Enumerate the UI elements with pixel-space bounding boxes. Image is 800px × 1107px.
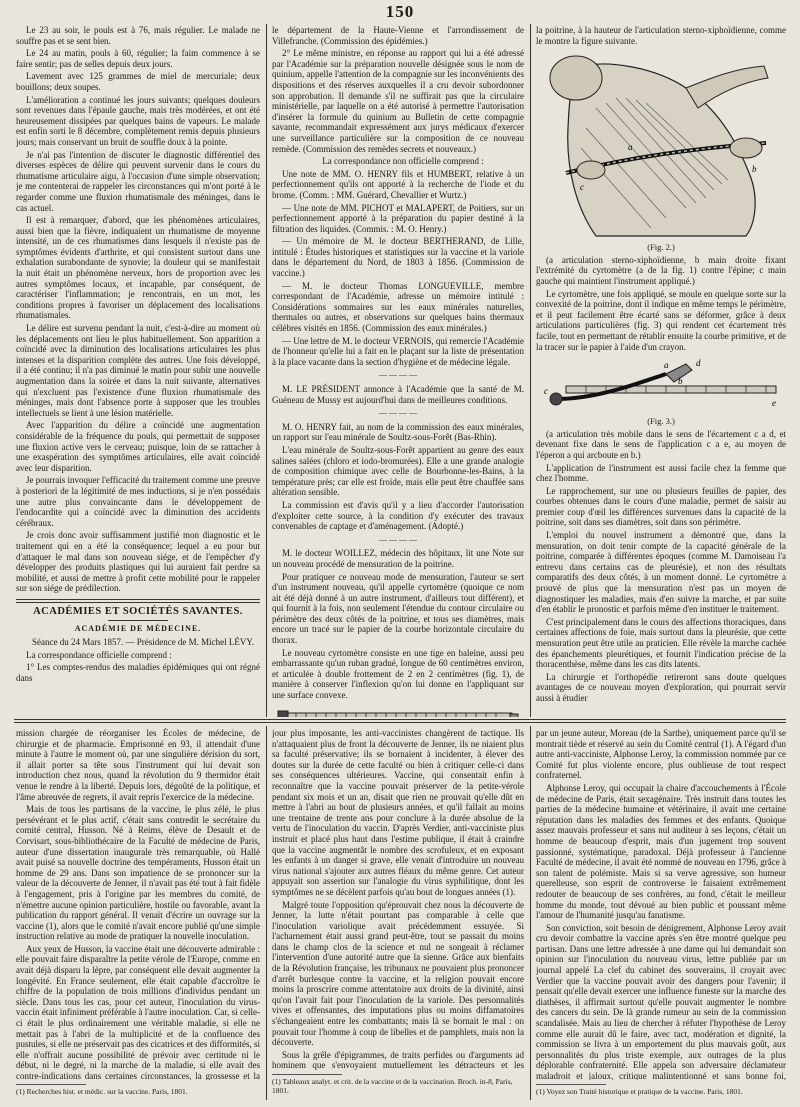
figure-2-caption: (Fig. 2.) <box>647 242 675 253</box>
cyrtometer-rod-illustration <box>272 704 524 717</box>
paragraph: Avec l'apparition du délire a coïncidé une augmentation considérable de la fréquence du pouls, qui permettait de supposer une fluxion active vers le cerveau; puisque, loin de se rattacher à une exaspération des symptômes articulaires, elle avait coïncidé avec leur disparition. <box>16 420 260 473</box>
paragraph: Le délire est survenu pendant la nuit, c'est-à-dire au moment où les déplacements ont lieu le plus habituellement. Son apparition a coïncidé avec la diminution des localisations articulaires les plus intenses et la disparition complète des autres. Une fois développé, il a été continu; il n'a pas diminué le matin pour subir une nouvelle augmentation dans la soirée et dans la nuit suivante, alternatives qui n'excluent pas l'existence d'une fluxion rhumatismale des méninges, mais dont l'absence porte à supposer que les troubles intellectuels se lient à une lésion matérielle. <box>16 323 260 418</box>
torso-illustration <box>536 48 786 240</box>
paragraph: La chirurgie et l'orthopédie retireront sans doute quelques avantages de ce nouveau moyen d'exploration, qui pourrait servir aussi à étudier <box>536 671 786 703</box>
paragraph: Une note de MM. O. HENRY fils et HUMBERT, relative à un perfectionnement qu'ils ont apporté à la recherche de l'iode et du brome. (Comm. : MM. Guérard, Chevallier et Wurtz.) <box>272 168 524 200</box>
paragraph: Le 24 au matin, pouls à 60, régulier; la faim commence à se faire sentir; pas de selles depuis deux jours. <box>16 48 260 69</box>
paragraph: Le nouveau cyrtomètre consiste en une tige en baleine, aussi peu embarrassante qu'un ruban gradué, longue de 60 centimètres environ, et articulée à double frottement de 2 en 2 centimètres (fig. 1), de manière à conserver l'inflexion qu'on lui donne en l'appliquant sur une surface convexe. <box>272 647 524 701</box>
separator: — — — — <box>379 534 417 544</box>
separator: — — — — <box>379 408 417 418</box>
paragraph: Mais de tous les partisans de la vaccine, le plus zélé, le plus persévérant et le plus actif, c'était sans contredit le secrétaire du comité central, Husson. Né à Reims, élève de Desault et de Corvisart, sous-bibliothécaire de la Faculté de médecine de Paris, auteur d'une dissertation inaugurale très remarquable, où Hallé avait puisé sa nouvelle doctrine des tempéraments, Husson était un homme de 29 ans. Dans son impatience de se prononcer sur la valeur de la découverte de Jenner, il n'avait pas été tout à fait fidèle à l'engagement, pris à l'origine par les membres du comité, de n'émettre aucune opinion particulière, hostile ou favorable, avant la publication du rapport général. Il venait d'écrire un ouvrage sur la vaccine (1), alors que le comité n'avait encore publié qu'une simple instruction relative au mode de pratiquer la nouvelle inoculation. <box>16 804 260 942</box>
paragraph: M. O. HENRY fait, au nom de la commission des eaux minérales, un rapport sur l'eau minérale de Soultz-sous-Forêt (Bas-Rhin). <box>272 421 524 443</box>
paragraph: (a articulation très mobile dans le sens de l'écartement c a d, et devenant fixe dans le sens de l'application c a e, au moyen de l'éperon a qui arcboute en b.) <box>536 428 786 460</box>
paragraph: le département de la Haute-Vienne et l'arrondissement de Villefranche. (Commission des épidémies.) <box>272 25 524 46</box>
column-rule <box>266 24 267 717</box>
column-rule <box>266 726 267 1100</box>
paragraph: La correspondance non officielle comprend : <box>322 156 484 167</box>
paragraph: L'application de l'instrument est aussi facile chez la femme que chez l'homme. <box>536 462 786 484</box>
label-c: c <box>580 182 584 193</box>
paragraph: Lavement avec 125 grammes de miel de mercuriale; deux bouillons; deux soupes. <box>16 71 260 92</box>
paragraph: Aux yeux de Husson, la vaccine était une découverte admirable : elle pouvait faire disparaître la petite vérole de l'Europe, comme en avait déjà disparu la lèpre, par conséquent elle devait augmenter la longévité. En France seulement, elle était capable d'accroître le chiffre de la population de trois millions d'individus pendant un siècle. Dans tous les cas, pour cet auteur, l'inoculation du virus-vaccin était infiniment préférable à l'autre inoculation. Car, si celle-ci était le plus ordinairement une véritable maladie, si elle ne mettait pas à l'abri de la multiplicité et de la confluence des pustules, si elle ne préservait pas des cicatrices et des difformités, si elle n'offrait aucune possibilité de prévoir avec certitude ni le début, ni le degré, ni la marche de la maladie, si elle avait des contre-indications dans certaines circonstances, la grossesse et la <box>16 943 260 1080</box>
feuilleton-column-3 <box>536 728 786 1080</box>
figure-2 <box>536 48 786 253</box>
label-a: a <box>664 360 669 371</box>
label-b: b <box>752 164 757 175</box>
paragraph: mission chargée de réorganiser les Écoles de médecine, de chirurgie et de pharmacie. Emprisonné en 93, il attendait d'une minute à l'autre le moment où, par une singulière dérision du sort, il allait porter sa tête sous l'instrument qui lui devait son introduction chez nous, quand la révolution du 9 thermidor était venue le rendre à la liberté. Depuis lors, dégoûté de la politique, et l'âme abreuvée de regrets, il avait repris l'exercice de la médecine. <box>16 728 260 802</box>
paragraph: Le 23 au soir, le pouls est à 76, mais régulier. Le malade ne souffre pas et se sent bien. <box>16 25 260 46</box>
paragraph: par un jeune auteur, Moreau (de la Sarthe), uniquement parce qu'il se montrait tiède et réservé au sein du Comité central (1). A l'égard d'un autre anti-vacciniste, Alphonse Leroy, la commission nommée par ce Comité fut plus violente encore, plus oublieuse de tout respect confraternel. <box>536 728 786 781</box>
footnote-rule <box>16 1084 86 1085</box>
footnote-text: (1) Recherches hist. et médic. sur la vaccine. Paris, 1801. <box>16 1087 188 1096</box>
paragraph: L'emploi du nouvel instrument a démontré que, dans la mensuration, on doit tenir compte de la capacité générale de la poitrine, comparée à différentes époques (comme M. Damoiseau l'a entrevu dans certains cas de pleurésie), et non des résultats comparatifs des deux côtés, à un moment donné. Le cyrtomètre a prouvé de plus que la mensuration n'est pas un moyen de diagnostiquer les maladies, mais d'en suivre la marche, et par suite d'en établir le pronostic et parfois même d'en instituer le traitement. <box>536 530 786 615</box>
paragraph: — Un mémoire de M. le docteur BERTHERAND, de Lille, intitulé : Études historiques et statistiques sur la vaccine et la variole dans le département du Nord, de 1803 à 1856. (Commission de vaccine.) <box>272 236 524 279</box>
footnote-3 <box>536 1084 786 1096</box>
paragraph: Malgré toute l'opposition qu'éprouvait chez nous la découverte de Jenner, la lutte n'était pourtant pas comparable à celle que l'inoculation variolique avait précédemment essuyée. Si l'acharnement était aussi grand peut-être, tout se passait du moins dans le champ clos de la science et nul ne songeait à réclamer l'intervention d'une autorité autre que la sienne. Grâce aux bienfaits de la Révolution française, les tribunaux ne pouvaient plus prononcer d'arrêt burlesque contre la vaccine, et la religion pouvait encore moins la proscrire comme attentatoire aux droits de la divinité, ainsi qu'on l'avait fait pour l'inoculation de la variole. Des personnalités vives et offensantes, des imputations plus ou moins diffamatoires s'échangeaient entre les combattants; mais là se bornait le mal : on pouvait tour l'homme à coup de libelles et de pamphlets, mais non la découverte. <box>272 899 524 1048</box>
footnote-rule <box>536 1084 606 1085</box>
paragraph: la poitrine, à la hauteur de l'articulation sterno-xiphoïdienne, comme le montre la figure suivante. <box>536 25 786 46</box>
section-title: ACADÉMIES ET SOCIÉTÉS SAVANTES. <box>33 605 243 617</box>
paragraph: Son conviction, soit besoin de dénigrement, Alphonse Leroy avait cru devoir combattre la vaccine après s'en être montré quelque peu partisan. Dans une lettre adressée à une dame qui lui demandait son opinion sur l'inoculation du nouveau virus, lettre publiée par un journal appelé La clef du cabinet des souverains, il croyait avec Verdier que la vaccine pouvait avoir des dangers pour l'avenir; il pensait qu'elle devait exercer une influence funeste sur la marche des diathèses, il affirmait surtout qu'elle pouvait augmenter le nombre des cancers du sein. De là grande rumeur au sein de la commission scandalisée. Mais au lieu de chercher à réfuter l'hypothèse de Leroy comme elle aurait dû le faire, avec tact, modération et dignité, la commission se livra à un emportement du plus mauvais goût, aux personnalités du plus triste exemple, aux outrages de la plus déplorable confraternité. Elle appela son adversaire déclamateur maladroit et jaloux, critique malintentionné et sans bonne foi, <box>536 922 786 1080</box>
column-2 <box>272 25 524 717</box>
figure-3 <box>536 354 786 427</box>
title-underline <box>108 620 168 621</box>
column-rule <box>530 24 531 717</box>
articulation-illustration <box>536 354 786 414</box>
paragraph: Je pourrais invoquer l'efficacité du traitement comme une preuve à posteriori de la légitimité de mes inductions, si je n'en possédais une autre plus convaincante dans le développement de l'endocardite qui a coïncidé avec la diminution des accidents cérébraux. <box>16 475 260 528</box>
paragraph: M. LE PRÉSIDENT annonce à l'Académie que la santé de M. Guéneau de Mussy est aujourd'hui dans de meilleures conditions. <box>272 384 524 405</box>
figure-3-caption: (Fig. 3.) <box>647 416 675 427</box>
paragraph: — Une lettre de M. le docteur VERNOIS, qui remercie l'Académie de l'honneur qu'elle lui a fait en le plaçant sur la liste de présentation à la place vacante dans la section d'hygiène et de médecine légale. <box>272 335 524 367</box>
footnote-2 <box>272 1074 524 1095</box>
paragraph: L'eau minérale de Soultz-sous-Forêt appartient au genre des eaux salines salées (chloro et iodo-bromurées). Elle a une grande analogie de composition chimique avec celle de Bourbonne-les-Bains, à la température près; car elle est froide, mais elle peut être chauffée sans altération sensible. <box>272 444 524 498</box>
column-3 <box>536 25 786 717</box>
figure-1 <box>272 704 524 717</box>
paragraph: Je crois donc avoir suffisamment justifié mon diagnostic et le traitement qui en a été la conséquence; lequel a eu pour but d'attaquer le mal dans son nouveau siége, et de l'empêcher d'y développer des produits plastiques qui lui auraient fait perdre sa mobilité, et aussi de mettre à profit cette mobilité pour le rappeler sur son siége de prédilection. <box>16 530 260 594</box>
footnote-text: (1) Voyez son Traité historique et pratique de la vaccine. Paris, 1801. <box>536 1087 743 1096</box>
page-number: 150 <box>385 2 415 21</box>
label-e: e <box>772 398 776 409</box>
footnote-rule <box>272 1074 342 1075</box>
paragraph: — M. le docteur Thomas LONGUEVILLE, membre correspondant de l'Académie, adresse un mémoire intitulé : Considérations sommaires sur les eaux minérales naturelles, thermales ou autres, et observations sur quelques bains thermaux célèbres visités en 1856. (Commission des eaux minérales.) <box>272 280 524 334</box>
session-line: Séance du 24 Mars 1857. — Présidence de M. Michel LÉVY. <box>31 637 255 648</box>
column-rule <box>530 726 531 1100</box>
paragraph: La correspondance officielle comprend : <box>26 649 172 660</box>
feuilleton-column-1 <box>16 728 260 1080</box>
paragraph: Je n'ai pas l'intention de discuter le diagnostic différentiel des diverses espèces de délire qui peuvent survenir dans le cours du rhumatisme articulaire aigu, à l'occasion d'une simple observation; je me contenterai de rappeler les circonstances qui m'ont porté à le regarder comme une fluxion rhumatismale des méninges, dans le cas actuel. <box>16 149 260 213</box>
subsection-title: ACADÉMIE DE MÉDECINE. <box>74 624 202 634</box>
column-1 <box>16 25 260 717</box>
feuilleton-column-2 <box>272 728 524 1070</box>
paragraph: La commission est d'avis qu'il y a lieu d'accorder l'autorisation d'exploiter cette source, à la condition d'y exécuter des travaux convenables de captage et d'aménagement. (Adopté.) <box>272 499 524 532</box>
paragraph: 2° Le même ministre, en réponse au rapport qui lui a été adressé par l'Académie sur la préparation nouvelle désignée sous le nom de quinium, appelle l'attention de la compagnie sur les inconvénients des dispositions et des réserves auxquelles il a cru devoir subordonner son approbation. Il demande s'il ne suffirait pas que la circulaire ministérielle, par laquelle on a été autorisé à permettre l'autorisation d'insérer la formule du quinium au Bulletin de cette compagnie savante, recommandait expressément aux jurys médicaux d'exercer une surveillance particulière sur la composition de ce nouveau remède. (Commission des remèdes secrets et nouveaux.) <box>272 48 524 154</box>
section-divider <box>14 722 786 723</box>
section-divider <box>14 719 786 720</box>
paragraph: C'est principalement dans le cours des affections thoraciques, dans certaines affections de foie, mais surtout dans la pleurésie, que cette mensuration peut être utile au praticien. Elle révèle la marche cachée des épanchements pleurétiques, et fournit l'indication précise de la thoracenthèse, même dans les cas dits latents. <box>536 616 786 670</box>
label-b: b <box>678 376 683 387</box>
paragraph: Le cyrtomètre, une fois appliqué, se moule en quelque sorte sur la convexité de la poitrine, dont il indique en même temps le périmètre, et il peut facilement être écarté sans se déformer, grâce à deux articulations particulières (fig. 3) qui rendent cet écartement très facile, tout en permettant de rétablir ensuite la courbe primitive, et de la tracer sur le papier à l'aide d'un crayon. <box>536 288 786 352</box>
label-a: a <box>628 142 633 153</box>
paragraph: — Une note de MM. PICHOT et MALAPERT, de Poitiers, sur un perfectionnement apporté à la préparation du papier destiné à la filtration des liquides. (Commis. : M. O. Henry.) <box>272 202 524 234</box>
footnote-1 <box>16 1084 260 1096</box>
paragraph: Alphonse Leroy, qui occupait la chaire d'accouchements à l'École de médecine de Paris, était sexagénaire. Très instruit dans toutes les parties de la médecine humaine et vétérinaire, il avait une certaine réputation dans les maladies des femmes et des enfants. Quoique assez mauvais professeur et sans nul auditeur à ses leçons, c'était un homme de beaucoup d'esprit, mais d'un jugement trop souvent passionné, systématique, paradoxal. Déjà professeur à l'ancienne Faculté de médecine, il avait été nommé de nouveau en 1796, grâce à son talent de polémiste. Mais si sa verve agressive, son humeur querelleuse, son esprit de controverse le faisaient extrêmement redouter de beaucoup de ses confrères, au fond, c'était le meilleur homme du monde, tout dévoué au bien public et poussant même l'amour de l'humanité jusqu'au fanatisme. <box>536 782 786 921</box>
paragraph: 1° Les comptes-rendus des maladies épidémiques qui ont régné dans <box>16 662 260 683</box>
paragraph: L'amélioration a continué les jours suivants; quelques douleurs sont revenues dans l'épaule gauche, mais très modérées, et ont été heureusement dissipées par quelques bains de vapeurs. Le malade est enfin sorti le 8 décembre, complètement remis depuis plusieurs jours; mais conservant un bruit de souffle doux à la pointe. <box>16 94 260 147</box>
section-rule <box>16 599 260 603</box>
paragraph: Il est à remarquer, d'abord, que les phénomènes articulaires, aussi bien que la fièvre, indiquaient un rhumatisme de moyenne intensité, un de ces rhumatismes dans lesquels il n'existe pas de symptômes évidents d'arthrite, et qui consistent surtout dans une exhalation surabondante de synovie; la douleur qui se manifestait la nuit était un phénomène nerveux, hors de proportion avec les autres symptômes locaux, et incapable, par conséquent, de caractériser l'inflammation; je rencontrais, en un mot, les conditions propres à favoriser un déplacement des localisations rhumatismales. <box>16 215 260 321</box>
separator: — — — — <box>379 370 417 380</box>
paragraph: Le rapprochement, sur une ou plusieurs feuilles de papier, des courbes obtenues dans le cours d'une maladie, permet de saisir au premier coup d'œil les différences survenues dans la capacité de la poitrine, soit dans ses diamètres, soit dans son périmètre. <box>536 485 786 528</box>
footnote-text: (1) Tableaux analyt. et crit. de la vaccine et de la vaccination. Broch. in-8, Paris, 1801. <box>272 1077 513 1095</box>
paragraph: M. le docteur WOILLEZ, médecin des hôpitaux, lit une Note sur un nouveau procédé de mensuration de la poitrine. <box>272 548 524 569</box>
label-d: d <box>696 358 701 369</box>
paragraph: jour plus imposante, les anti-vaccinistes changèrent de tactique. Ils n'attaquaient plus de front la découverte de Jenner, ils ne niaient plus sa faculté préservative; ils se bornaient à incidenter, à élever des doutes sur la durée de cette faculté ou bien à critiquer celle-ci dans ses conséquences ultérieures. Vaccine, qui consentait enfin à reconnaître que la vaccine pouvait préserver de la petite-vérole pendant six mois et un an, disait que rien ne prouvait qu'elle dût en mettre à l'abri au bout de plusieurs années, et qu'il fallait au moins une trentaine de trente ans pour conclure à la durée absolue de la vertu de l'inoculation du vaccin. D'après Verdier, anti-vacciniste plus instruit et placé plus haut dans l'estime publique, il était à craindre que la vaccine augmentât le nombre des scrofuleux, et en exposant les enfants à un danger si grave, elle venait d'introduire un nouveau virus national s'ajouter aux autres fléaux du même genre. Cet auteur appuyait son assertion sur l'analogie du virus syphilitique, dont les symptômes ne se décèlent parfois qu'au bout de longues années (1). <box>272 728 524 897</box>
paragraph: (a articulation sterno-xiphoïdienne, b main droite fixant l'extrémité du cyrtomètre (a de la fig. 1) contre l'épine; c main gauche qui maintient l'instrument appliqué.) <box>536 254 786 286</box>
label-c: c <box>544 386 548 397</box>
paragraph: Pour pratiquer ce nouveau mode de mensuration, l'auteur se sert d'un instrument nouveau, qu'il appelle cyrtomètre (quoique ce nom ait été déjà donné à un autre instrument, d'ailleurs tout différent), et qui fournit à la fois, non seulement l'étendue du contour circulaire ou périmètre des deux côtés de la poitrine, et tous ses diamètres, mais encore un tracé sur le papier de la courbe horizontale circulaire du thorax. <box>272 571 524 646</box>
paragraph: Sous la grêle d'épigrammes, de traits perfides ou d'arguments ad hominem que s'envoyaient mutuellement les détracteurs et les <box>272 1049 524 1070</box>
